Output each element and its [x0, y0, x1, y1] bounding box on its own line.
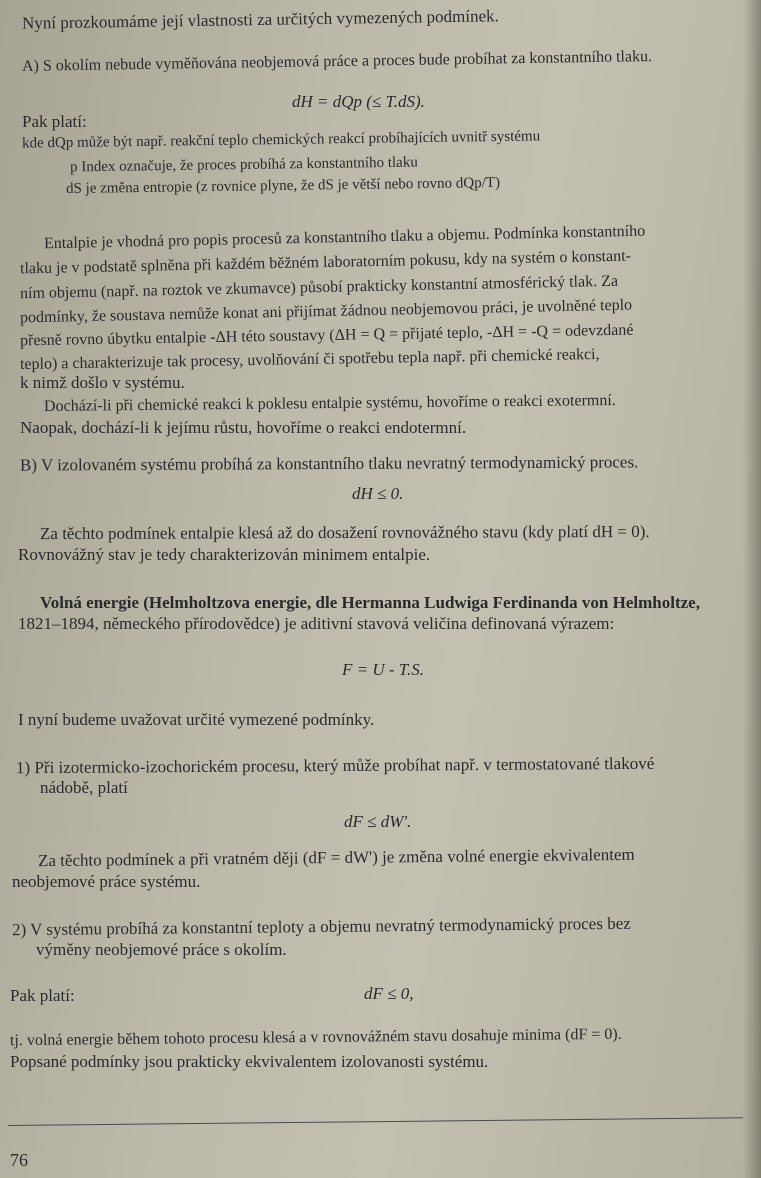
text-line: neobjemové práce systému.: [12, 872, 201, 891]
equation: dF ≤ dW'.: [344, 812, 412, 831]
text-line: ním objemu (např. na roztok ve zkumavce) působí prakticky konstantní atmosférický tlak. Za: [19, 272, 619, 303]
text-line: nádobě, platí: [40, 778, 128, 797]
equation: F = U - T.S.: [342, 660, 424, 679]
text-line: k nimž došlo v systému.: [20, 373, 185, 392]
equation: dF ≤ 0,: [364, 984, 414, 1003]
text-line: Volná energie (Helmholtzova energie, dle Hermanna Ludwiga Ferdinanda von Helmholtze,: [40, 593, 700, 612]
text-line: výměny neobjemové práce s okolím.: [36, 940, 287, 959]
text-line: dS je změna entropie (z rovnice plyne, že dS je větší nebo rovno dQp/T): [65, 174, 501, 198]
text-line: teplo) a charakterizuje tak procesy, uvolňování či spotřebu tepla např. při chemické reakci,: [19, 345, 600, 374]
text-line: tlaku je v podstatě splněna při každém běžném laboratorním pokusu, kdy na systém o konstant-: [19, 247, 632, 278]
text-line: Popsané podmínky jsou prakticky ekvivalentem izolovanosti systému.: [10, 1052, 489, 1071]
text-line: kde dQp může být např. reakční teplo chemických reakcí probíhajících uvnitř systému: [21, 128, 541, 152]
page-edge-shadow: [743, 0, 761, 1178]
text-line: 1821–1894, německého přírodovědce) je aditivní stavová veličina definovaná výrazem:: [18, 614, 615, 633]
text-line: Pak platí:: [10, 986, 75, 1005]
text-line: A) S okolím nebude vyměňována neobjemová práce a proces bude probíhat za konstantního tlaku.: [21, 48, 653, 75]
text-line: Za těchto podmínek a při vratném ději (dF = dW') je změna volné energie ekvivalentem: [37, 844, 635, 871]
text-line: tj. volná energie během tohoto procesu klesá a v rovnovážném stavu dosahuje minima (dF = 0).: [9, 1025, 622, 1050]
text-line: B) V izolovaném systému probíhá za konstantního tlaku nevratný termodynamický proces.: [19, 452, 639, 475]
text-line: I nyní budeme uvažovat určité vymezené podmínky.: [18, 710, 375, 729]
text-line: Entalpie je vhodná pro popis procesů za konstantního tlaku a objemu. Podmínka konstantního: [43, 222, 646, 253]
text-line: přesně rovno úbytku entalpie -ΔH této soustavy (ΔH = Q = přijaté teplo, -ΔH = -Q = odevzdané: [19, 321, 634, 350]
footer-rule: [8, 1117, 743, 1126]
text-line: 1) Při izotermicko-izochorickém procesu, který může probíhat např. v termostatované tlakové: [15, 753, 655, 778]
text-line: p Index označuje, že proces probíhá za konstantního tlaku: [69, 154, 418, 176]
text-line: podmínky, že soustava nemůže konat ani přijímat žádnou neobjemovou práci, je uvolněné teplo: [19, 296, 633, 327]
equation: dH = dQp (≤ T.dS).: [292, 92, 425, 111]
text-line: Dochází-li při chemické reakci k poklesu entalpie systému, hovoříme o reakci exotermní.: [43, 392, 616, 415]
text-line: Naopak, dochází-li k jejímu růstu, hovoříme o reakci endotermní.: [20, 418, 467, 437]
text-line: Za těchto podmínek entalpie klesá až do dosažení rovnovážného stavu (kdy platí dH = 0).: [39, 521, 650, 544]
text-line: 2) V systému probíhá za konstantní teploty a objemu nevratný termodynamický proces bez: [11, 913, 631, 940]
text-line: Rovnovážný stav je tedy charakterizován minimem entalpie.: [18, 545, 431, 564]
page-number: 76: [10, 1150, 28, 1170]
text-line: Pak platí:: [22, 112, 87, 131]
text-line: Nyní prozkoumáme její vlastnosti za určitých vymezených podmínek.: [21, 6, 499, 33]
equation: dH ≤ 0.: [352, 484, 404, 503]
